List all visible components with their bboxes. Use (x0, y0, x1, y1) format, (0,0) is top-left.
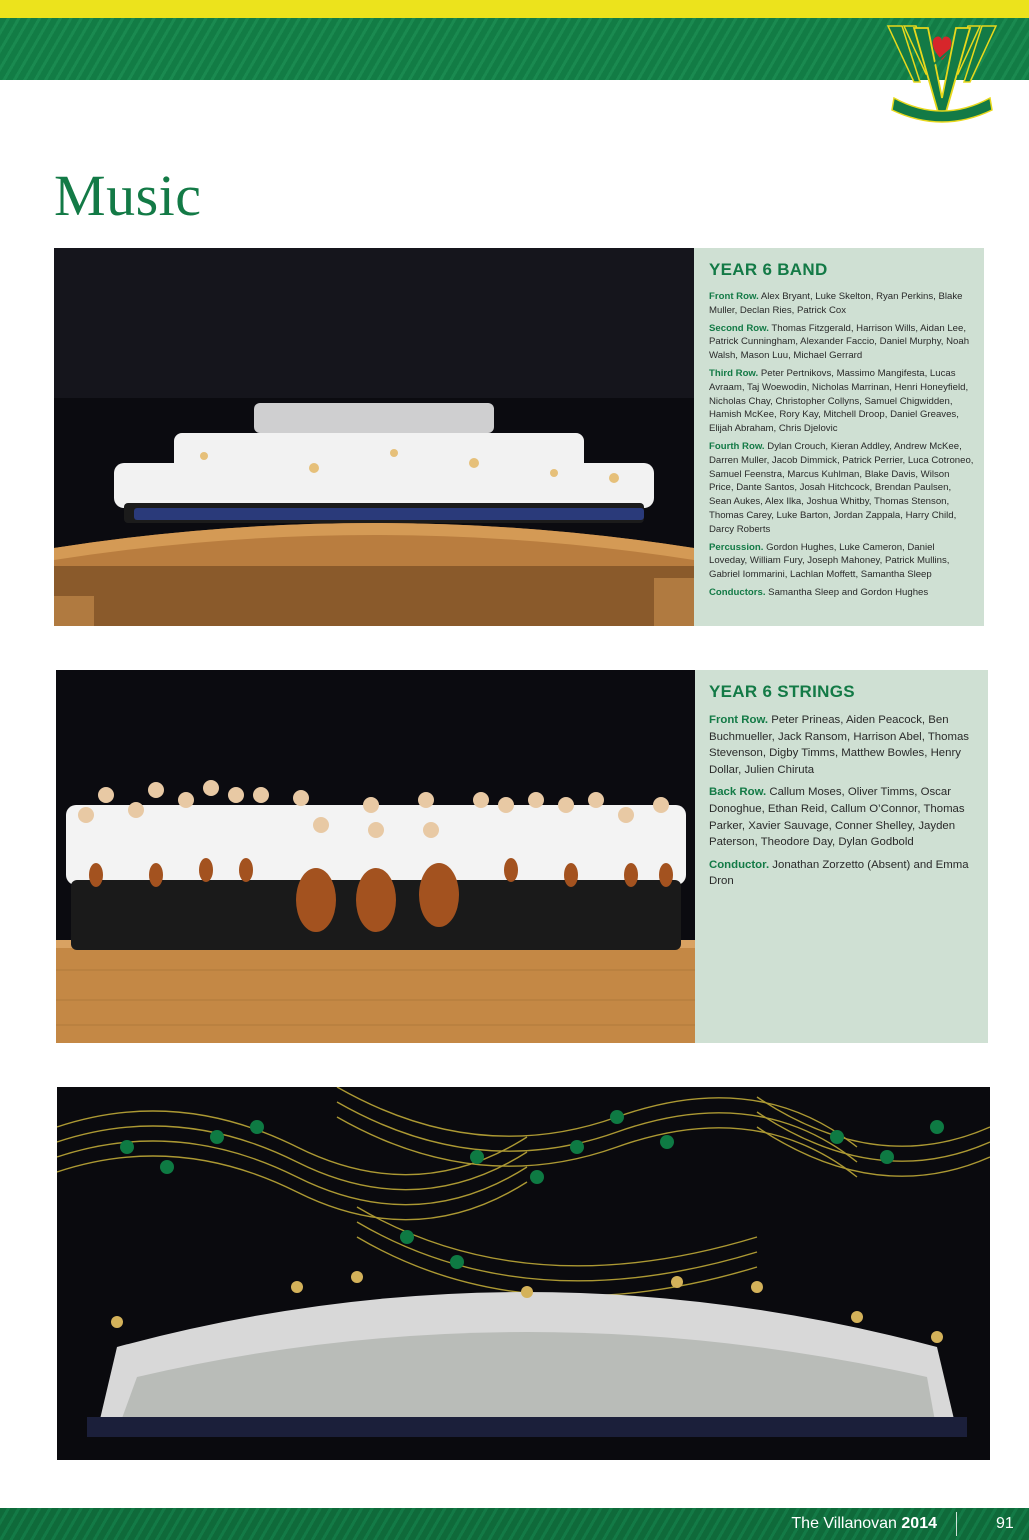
band-row: Front Row. Alex Bryant, Luke Skelton, Ryan Perkins, Blake Muller, Declan Ries, Patrick Cox (709, 291, 963, 316)
strings-row: Back Row. Callum Moses, Oliver Timms, Oscar Donoghue, Ethan Reid, Callum O’Connor, Thomas Parker, Xavier Sauvage, Conner Shelley, Jayden Paterson, Theodore Day, Dylan Godbold (709, 786, 965, 849)
year-6-strings-caption (695, 670, 988, 1043)
footer-publication: The Villanovan 2014 (791, 1515, 937, 1532)
footer-divider (956, 1512, 957, 1536)
combined-music-photo (57, 1087, 990, 1460)
page-number: 91 (996, 1515, 1014, 1532)
band-row: Second Row. Thomas Fitzgerald, Harrison Wills, Aidan Lee, Patrick Cunningham, Alexander Faccio, Daniel Murphy, Noah Walsh, Mason Luu, Michael Gerrard (709, 322, 970, 362)
band-row: Fourth Row. Dylan Crouch, Kieran Addley, Andrew McKee, Darren Muller, Jacob Dimmick, Patrick Perrier, Luca Cotroneo, Samuel Feenstra, Marcus Kuhlman, Blake Davis, Wilson Price, Dante Santos, Josah Hitchcock, Brendan Paulsen, Sean Aukes, Alex Ilka, Joshua Whitby, Thomas Stenson, Thomas Carey, Luke Barton, Jordan Zappala, Harry Child, Darcy Roberts (709, 440, 974, 535)
header-green-band (0, 18, 1029, 80)
year-6-band-caption (694, 248, 984, 626)
band-row: Conductors. Samantha Sleep and Gordon Hughes (709, 586, 929, 598)
villanova-crest-icon (880, 20, 1004, 124)
band-row: Third Row. Peter Pertnikovs, Massimo Mangifesta, Lucas Avraam, Taj Woewodin, Nicholas Marrinan, Henri Honeyfield, Nicholas Chay, Christopher Collyns, Samuel Chigwidden, Hamish McKee, Rory Kay, Mitchell Droop, Daniel Greaves, Elijah Abraham, Chris Djelovic (709, 367, 969, 435)
year-6-strings-photo (56, 670, 695, 1043)
header-yellow-band (0, 0, 1029, 18)
year-6-band-photo (54, 248, 694, 626)
page-title: Music (54, 163, 202, 228)
strings-row: Front Row. Peter Prineas, Aiden Peacock, Ben Buchmueller, Jack Ransom, Harrison Abel, Thomas Stevenson, Digby Timms, Matthew Bowles, Henry Dollar, Julien Chiruta (709, 714, 969, 776)
band-heading: YEAR 6 BAND (709, 260, 828, 279)
strings-heading: YEAR 6 STRINGS (709, 682, 855, 701)
band-row: Percussion. Gordon Hughes, Luke Cameron, Daniel Loveday, William Fury, Joseph Mahoney, Patrick Mullins, Gabriel Iommarini, Lachlan Moffett, Samantha Sleep (709, 541, 950, 581)
strings-row: Conductor. Jonathan Zorzetto (Absent) and Emma Dron (709, 858, 969, 888)
